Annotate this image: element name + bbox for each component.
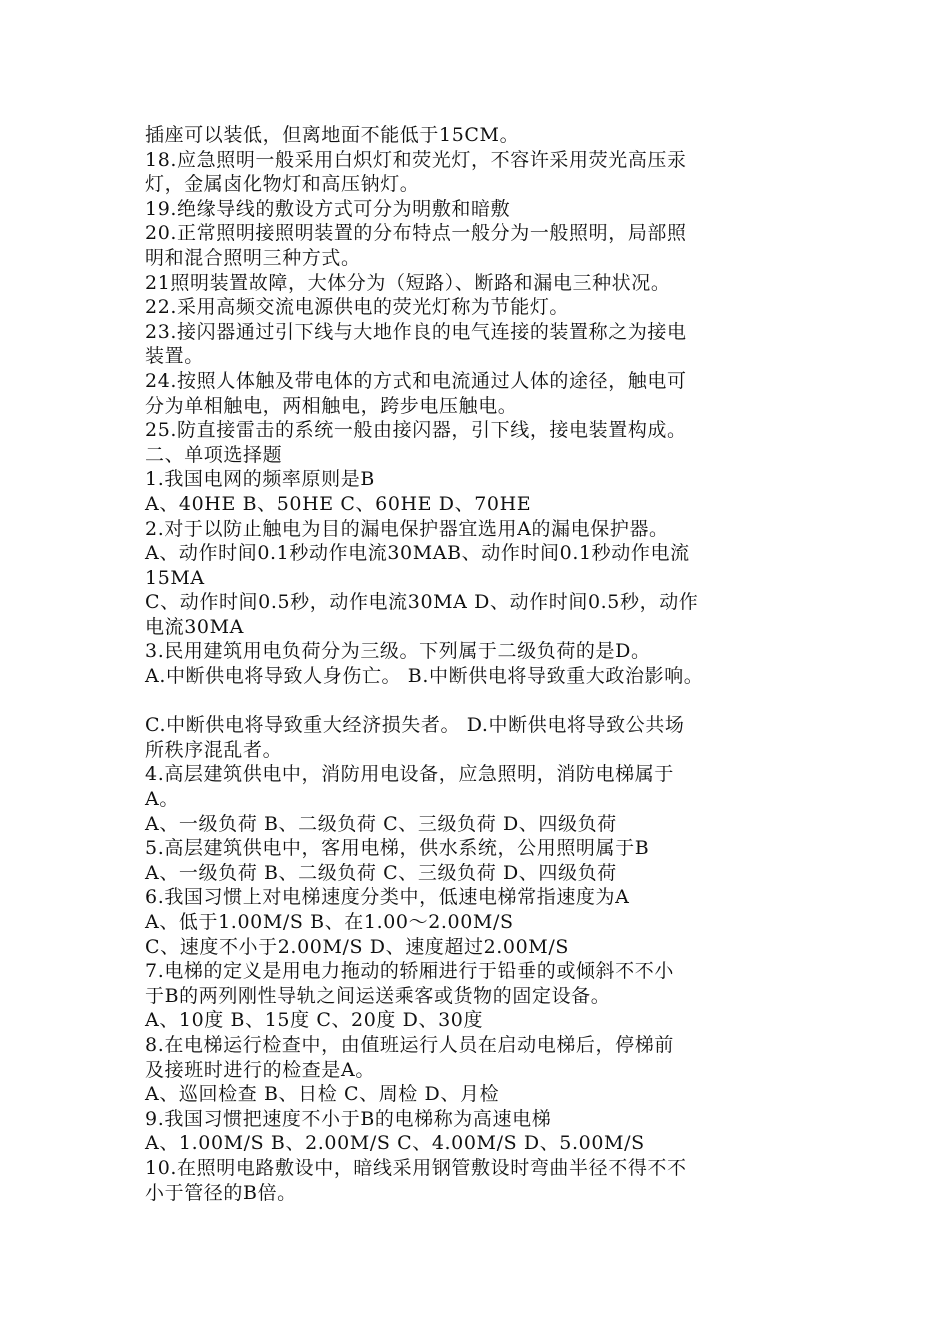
- text-line: 5.高层建筑供电中，客用电梯，供水系统，公用照明属于B: [145, 837, 650, 860]
- text-line: 19.绝缘导线的敷设方式可分为明敷和暗敷: [145, 197, 511, 220]
- text-line: 所秩序混乱者。: [145, 738, 283, 761]
- text-line: A、40HE B、50HE C、60HE D、70HE: [145, 492, 532, 515]
- text-line: C、速度不小于2.00M/S D、速度超过2.00M/S: [145, 935, 569, 958]
- text-line: 小于管径的B倍。: [145, 1181, 297, 1204]
- text-line: 15MA: [145, 566, 205, 589]
- text-line: 插座可以装低，但离地面不能低于15CM。: [145, 124, 520, 146]
- text-line: 10.在照明电路敷设中，暗线采用钢管敷设时弯曲半径不得不不: [145, 1156, 687, 1179]
- text-line: A、10度 B、15度 C、20度 D、30度: [145, 1009, 484, 1032]
- text-line: 20.正常照明接照明装置的分布特点一般分为一般照明，局部照: [145, 222, 687, 245]
- text-line: A、巡回检查 B、日检 C、周检 D、月检: [145, 1083, 500, 1106]
- text-line: 9.我国习惯把速度不小于B的电梯称为高速电梯: [145, 1107, 552, 1130]
- text-line: 4.高层建筑供电中，消防用电设备，应急照明，消防电梯属于: [145, 763, 674, 786]
- text-line: A、1.00M/S B、2.00M/S C、4.00M/S D、5.00M/S: [145, 1132, 645, 1155]
- text-line: 二、单项选择题: [145, 443, 283, 466]
- text-line: A、低于1.00M/S B、在1.00～2.00M/S: [145, 911, 514, 933]
- text-line: 22.采用高频交流电源供电的荧光灯称为节能灯。: [145, 296, 570, 319]
- text-line: 18.应急照明一般采用白炽灯和荧光灯，不容许采用荧光高压汞: [145, 148, 687, 171]
- text-line: 1.我国电网的频率原则是B: [145, 468, 375, 491]
- text-line: 分为单相触电，两相触电，跨步电压触电。: [145, 394, 518, 417]
- text-line: 电流30MA: [145, 615, 244, 638]
- text-line: A。: [145, 788, 179, 811]
- text-line: 7.电梯的定义是用电力拖动的轿厢进行于铅垂的或倾斜不不小: [145, 960, 674, 983]
- text-line: 于B的两列刚性导轨之间运送乘客或货物的固定设备。: [145, 984, 611, 1007]
- text-line: 23.接闪器通过引下线与大地作良的电气连接的装置称之为接电: [145, 320, 687, 343]
- text-line: A、动作时间0.1秒动作电流30MAB、动作时间0.1秒动作电流: [145, 542, 690, 565]
- text-line: 8.在电梯运行检查中，由值班运行人员在启动电梯后，停梯前: [145, 1033, 674, 1056]
- blank-line: [145, 689, 825, 714]
- text-line: C、动作时间0.5秒，动作电流30MA D、动作时间0.5秒，动作: [145, 591, 699, 614]
- document-text-body: [145, 123, 825, 1205]
- text-line: 2.对于以防止触电为目的漏电保护器宜选用A的漏电保护器。: [145, 517, 669, 540]
- text-line: 明和混合照明三种方式。: [145, 246, 361, 269]
- text-line: A、一级负荷 B、二级负荷 C、三级负荷 D、四级负荷: [145, 812, 617, 835]
- text-line: 24.按照人体触及带电体的方式和电流通过人体的途径，触电可: [145, 369, 687, 392]
- text-line: 3.民用建筑用电负荷分为三级。下列属于二级负荷的是D。: [145, 640, 651, 663]
- text-line: A.中断供电将导致人身伤亡。 B.中断供电将导致重大政治影响。: [145, 665, 704, 688]
- text-line: 装置。: [145, 345, 204, 368]
- text-line: 25.防直接雷击的系统一般由接闪器，引下线，接电装置构成。: [145, 419, 687, 442]
- text-line: C.中断供电将导致重大经济损失者。 D.中断供电将导致公共场: [145, 714, 685, 737]
- text-line: 6.我国习惯上对电梯速度分类中，低速电梯常指速度为A: [145, 886, 630, 909]
- text-line: 灯，金属卤化物灯和高压钠灯。: [145, 173, 420, 196]
- text-line: A、一级负荷 B、二级负荷 C、三级负荷 D、四级负荷: [145, 861, 617, 884]
- text-line: 及接班时进行的检查是A。: [145, 1058, 375, 1081]
- text-line: 21照明装置故障，大体分为（短路）、断路和漏电三种状况。: [145, 271, 671, 294]
